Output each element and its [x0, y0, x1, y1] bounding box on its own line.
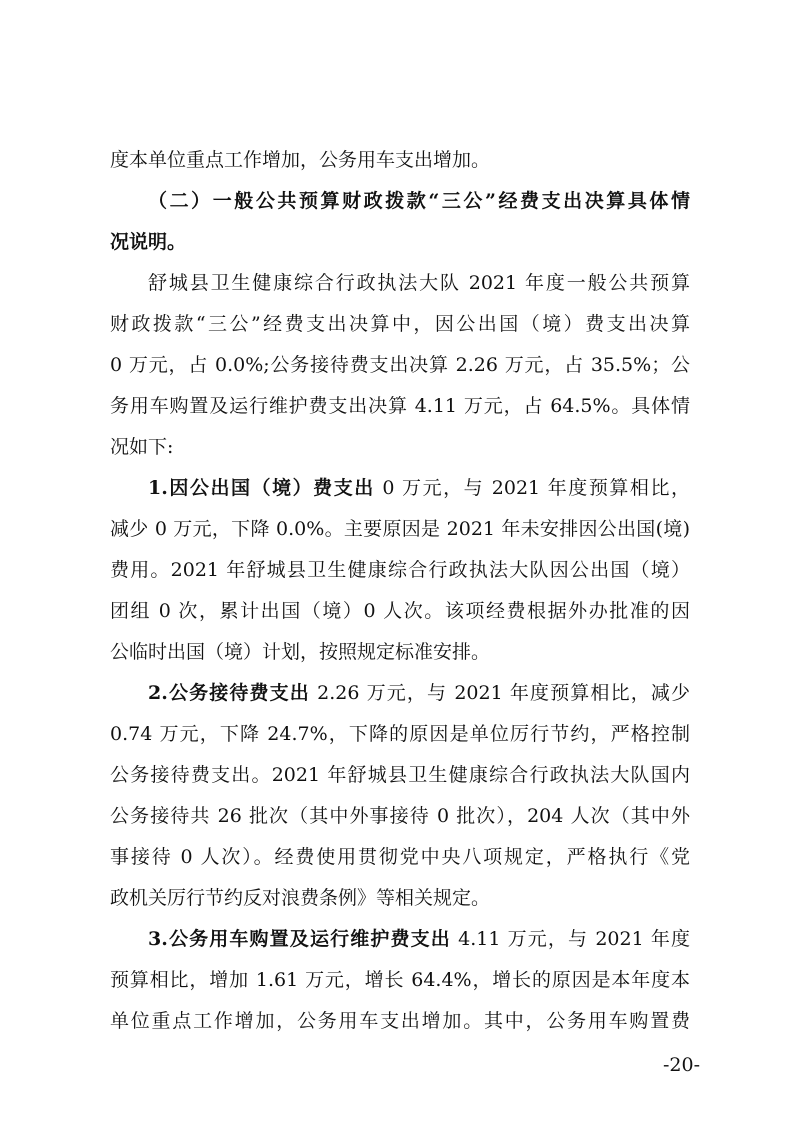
paragraph-line: 财政拨款“三公”经费支出决算中，因公出国（境）费支出决算	[110, 313, 690, 335]
paragraph-line	[148, 673, 690, 713]
paragraph-line: 政机关厉行节约反对浪费条例》等相关规定。	[110, 887, 491, 909]
paragraph-line: 舒城县卫生健康综合行政执法大队 2021 年度一般公共预算	[148, 272, 690, 294]
subheading-vehicles-text: 4.11 万元，与 2021 年度	[450, 928, 690, 950]
subheading-reception-text: 2.26 万元，与 2021 年度预算相比，减少	[309, 682, 690, 704]
page-number: -20-	[662, 1054, 700, 1076]
paragraph-line: 务用车购置及运行维护费支出决算 4.11 万元，占 64.5%。具体情	[110, 395, 690, 417]
paragraph-line: 0 万元，占 0.0%;公务接待费支出决算 2.26 万元，占 35.5%；公	[110, 354, 690, 376]
paragraph-line: 度本单位重点工作增加，公务用车支出增加。	[110, 149, 491, 171]
paragraph-line: 单位重点工作增加，公务用车支出增加。其中，公务用车购置费	[110, 1010, 690, 1032]
paragraph-line	[148, 919, 690, 959]
paragraph-line: 团组 0 次，累计出国（境）0 人次。该项经费根据外办批准的因	[110, 600, 690, 622]
subheading-outbound-text: 0 万元，与 2021 年度预算相比，	[374, 477, 690, 499]
paragraph-line: 0.74 万元，下降 24.7%，下降的原因是单位厉行节约，严格控制	[110, 723, 690, 745]
subheading-vehicles: 3.公务用车购置及运行维护费支出	[148, 928, 451, 950]
paragraph-line: 预算相比，增加 1.61 万元，增长 64.4%，增长的原因是本年度本	[110, 969, 690, 991]
paragraph-line: 减少 0 万元，下降 0.0%。主要原因是 2021 年未安排因公出国(境)	[110, 518, 690, 540]
paragraph-line: 况如下:	[110, 436, 174, 458]
paragraph-line	[148, 468, 690, 508]
subheading-reception: 2.公务接待费支出	[148, 682, 310, 704]
paragraph-line: 事接待 0 人次）。经费使用贯彻党中央八项规定，严格执行《党	[110, 846, 690, 868]
paragraph-line: 公临时出国（境）计划，按照规定标准安排。	[110, 641, 491, 663]
subheading-outbound: 1.因公出国（境）费支出	[148, 477, 375, 499]
paragraph-line: 公务接待费支出。2021 年舒城县卫生健康综合行政执法大队国内	[110, 764, 690, 786]
section-heading: 况说明。	[110, 231, 187, 253]
paragraph-line: 费用。2021 年舒城县卫生健康综合行政执法大队因公出国（境）	[110, 559, 690, 581]
paragraph-line: 公务接待共 26 批次（其中外事接待 0 批次），204 人次（其中外	[110, 805, 690, 827]
section-heading: （二）一般公共预算财政拨款“三公”经费支出决算具体情	[148, 190, 690, 212]
